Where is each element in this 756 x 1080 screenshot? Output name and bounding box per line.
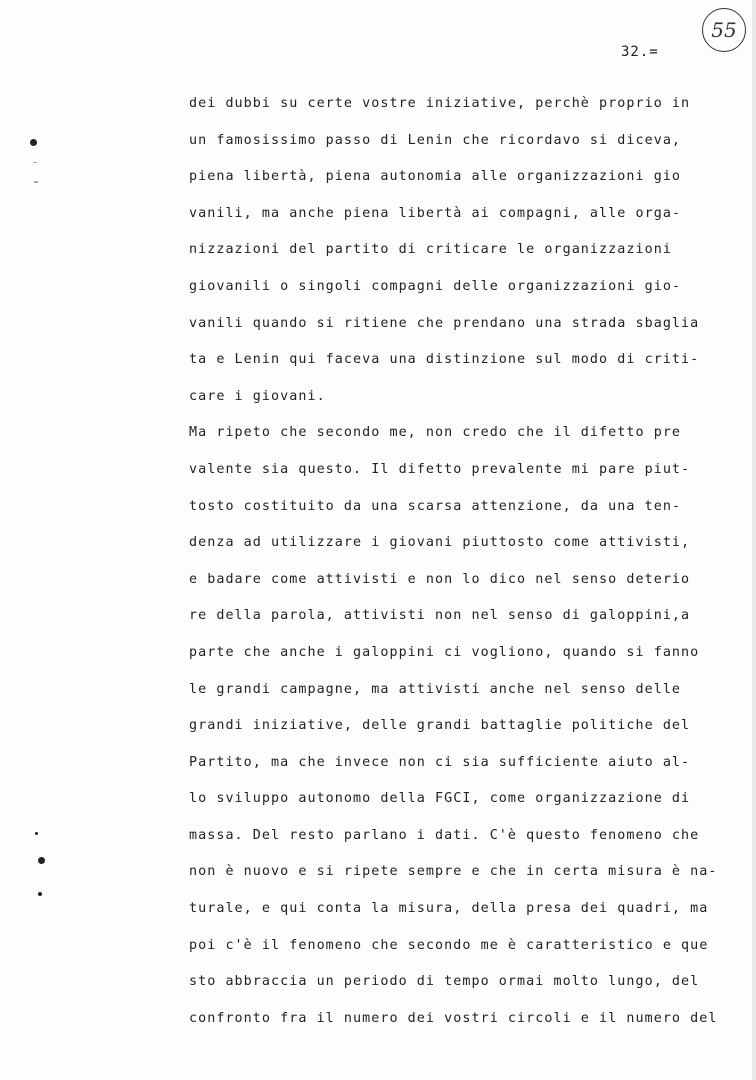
- text-line: e badare come attivisti e non lo dico nel senso deterio: [189, 571, 691, 587]
- text-line: un famosissimo passo di Lenin che ricordavo si diceva,: [189, 132, 682, 148]
- text-line: parte che anche i galoppini ci vogliono, quando si fanno: [189, 644, 700, 660]
- text-line: le grandi campagne, ma attivisti anche nel senso delle: [189, 681, 682, 697]
- body-text: [189, 86, 729, 1037]
- margin-mark: [38, 857, 45, 864]
- text-line: denza ad utilizzare i giovani piuttosto come attivisti,: [189, 535, 691, 551]
- text-line: valente sia questo. Il difetto prevalente mi pare piut-: [189, 461, 691, 477]
- margin-mark: [38, 892, 42, 896]
- text-line: giovanili o singoli compagni delle organizzazioni gio-: [189, 278, 682, 294]
- text-line: sto abbraccia un periodo di tempo ormai molto lungo, del: [189, 974, 700, 990]
- text-line: vanili, ma anche piena libertà ai compagni, alle orga-: [189, 205, 682, 221]
- text-line: poi c'è il fenomeno che secondo me è caratteristico e que: [189, 937, 709, 953]
- page-stamp: 55: [702, 8, 746, 52]
- text-line: vanili quando si ritiene che prendano una strada sbaglia: [189, 315, 700, 331]
- page-edge: [752, 0, 756, 1080]
- text-line: re della parola, attivisti non nel senso di galoppini,a: [189, 608, 691, 624]
- text-line: Ma ripeto che secondo me, non credo che il difetto pre: [189, 425, 682, 441]
- text-line: piena libertà, piena autonomia alle organizzazioni gio: [189, 169, 682, 185]
- text-line: massa. Del resto parlano i dati. C'è questo fenomeno che: [189, 827, 700, 843]
- text-line: confronto fra il numero dei vostri circoli e il numero del: [189, 1010, 718, 1026]
- text-line: care i giovani.: [189, 388, 326, 404]
- text-line: tosto costituito da una scarsa attenzione, da una ten-: [189, 498, 682, 514]
- text-line: lo sviluppo autonomo della FGCI, come organizzazione di: [189, 791, 691, 807]
- margin-mark: [30, 139, 37, 146]
- text-line: Partito, ma che invece non ci sia sufficiente aiuto al-: [189, 754, 691, 770]
- text-line: dei dubbi su certe vostre iniziative, perchè proprio in: [189, 96, 691, 111]
- text-line: nizzazioni del partito di criticare le organizzazioni: [189, 242, 672, 258]
- text-line: non è nuovo e si ripete sempre e che in certa misura è na-: [189, 864, 718, 880]
- margin-mark: [35, 832, 38, 835]
- margin-mark: [34, 181, 38, 183]
- margin-mark: [33, 162, 37, 163]
- text-line: grandi iniziative, delle grandi battaglie politiche del: [189, 718, 691, 734]
- text-line: turale, e qui conta la misura, della presa dei quadri, ma: [189, 901, 709, 917]
- text-line: ta e Lenin qui faceva una distinzione sul modo di criti-: [189, 352, 700, 368]
- page-number: 32.=: [621, 44, 659, 60]
